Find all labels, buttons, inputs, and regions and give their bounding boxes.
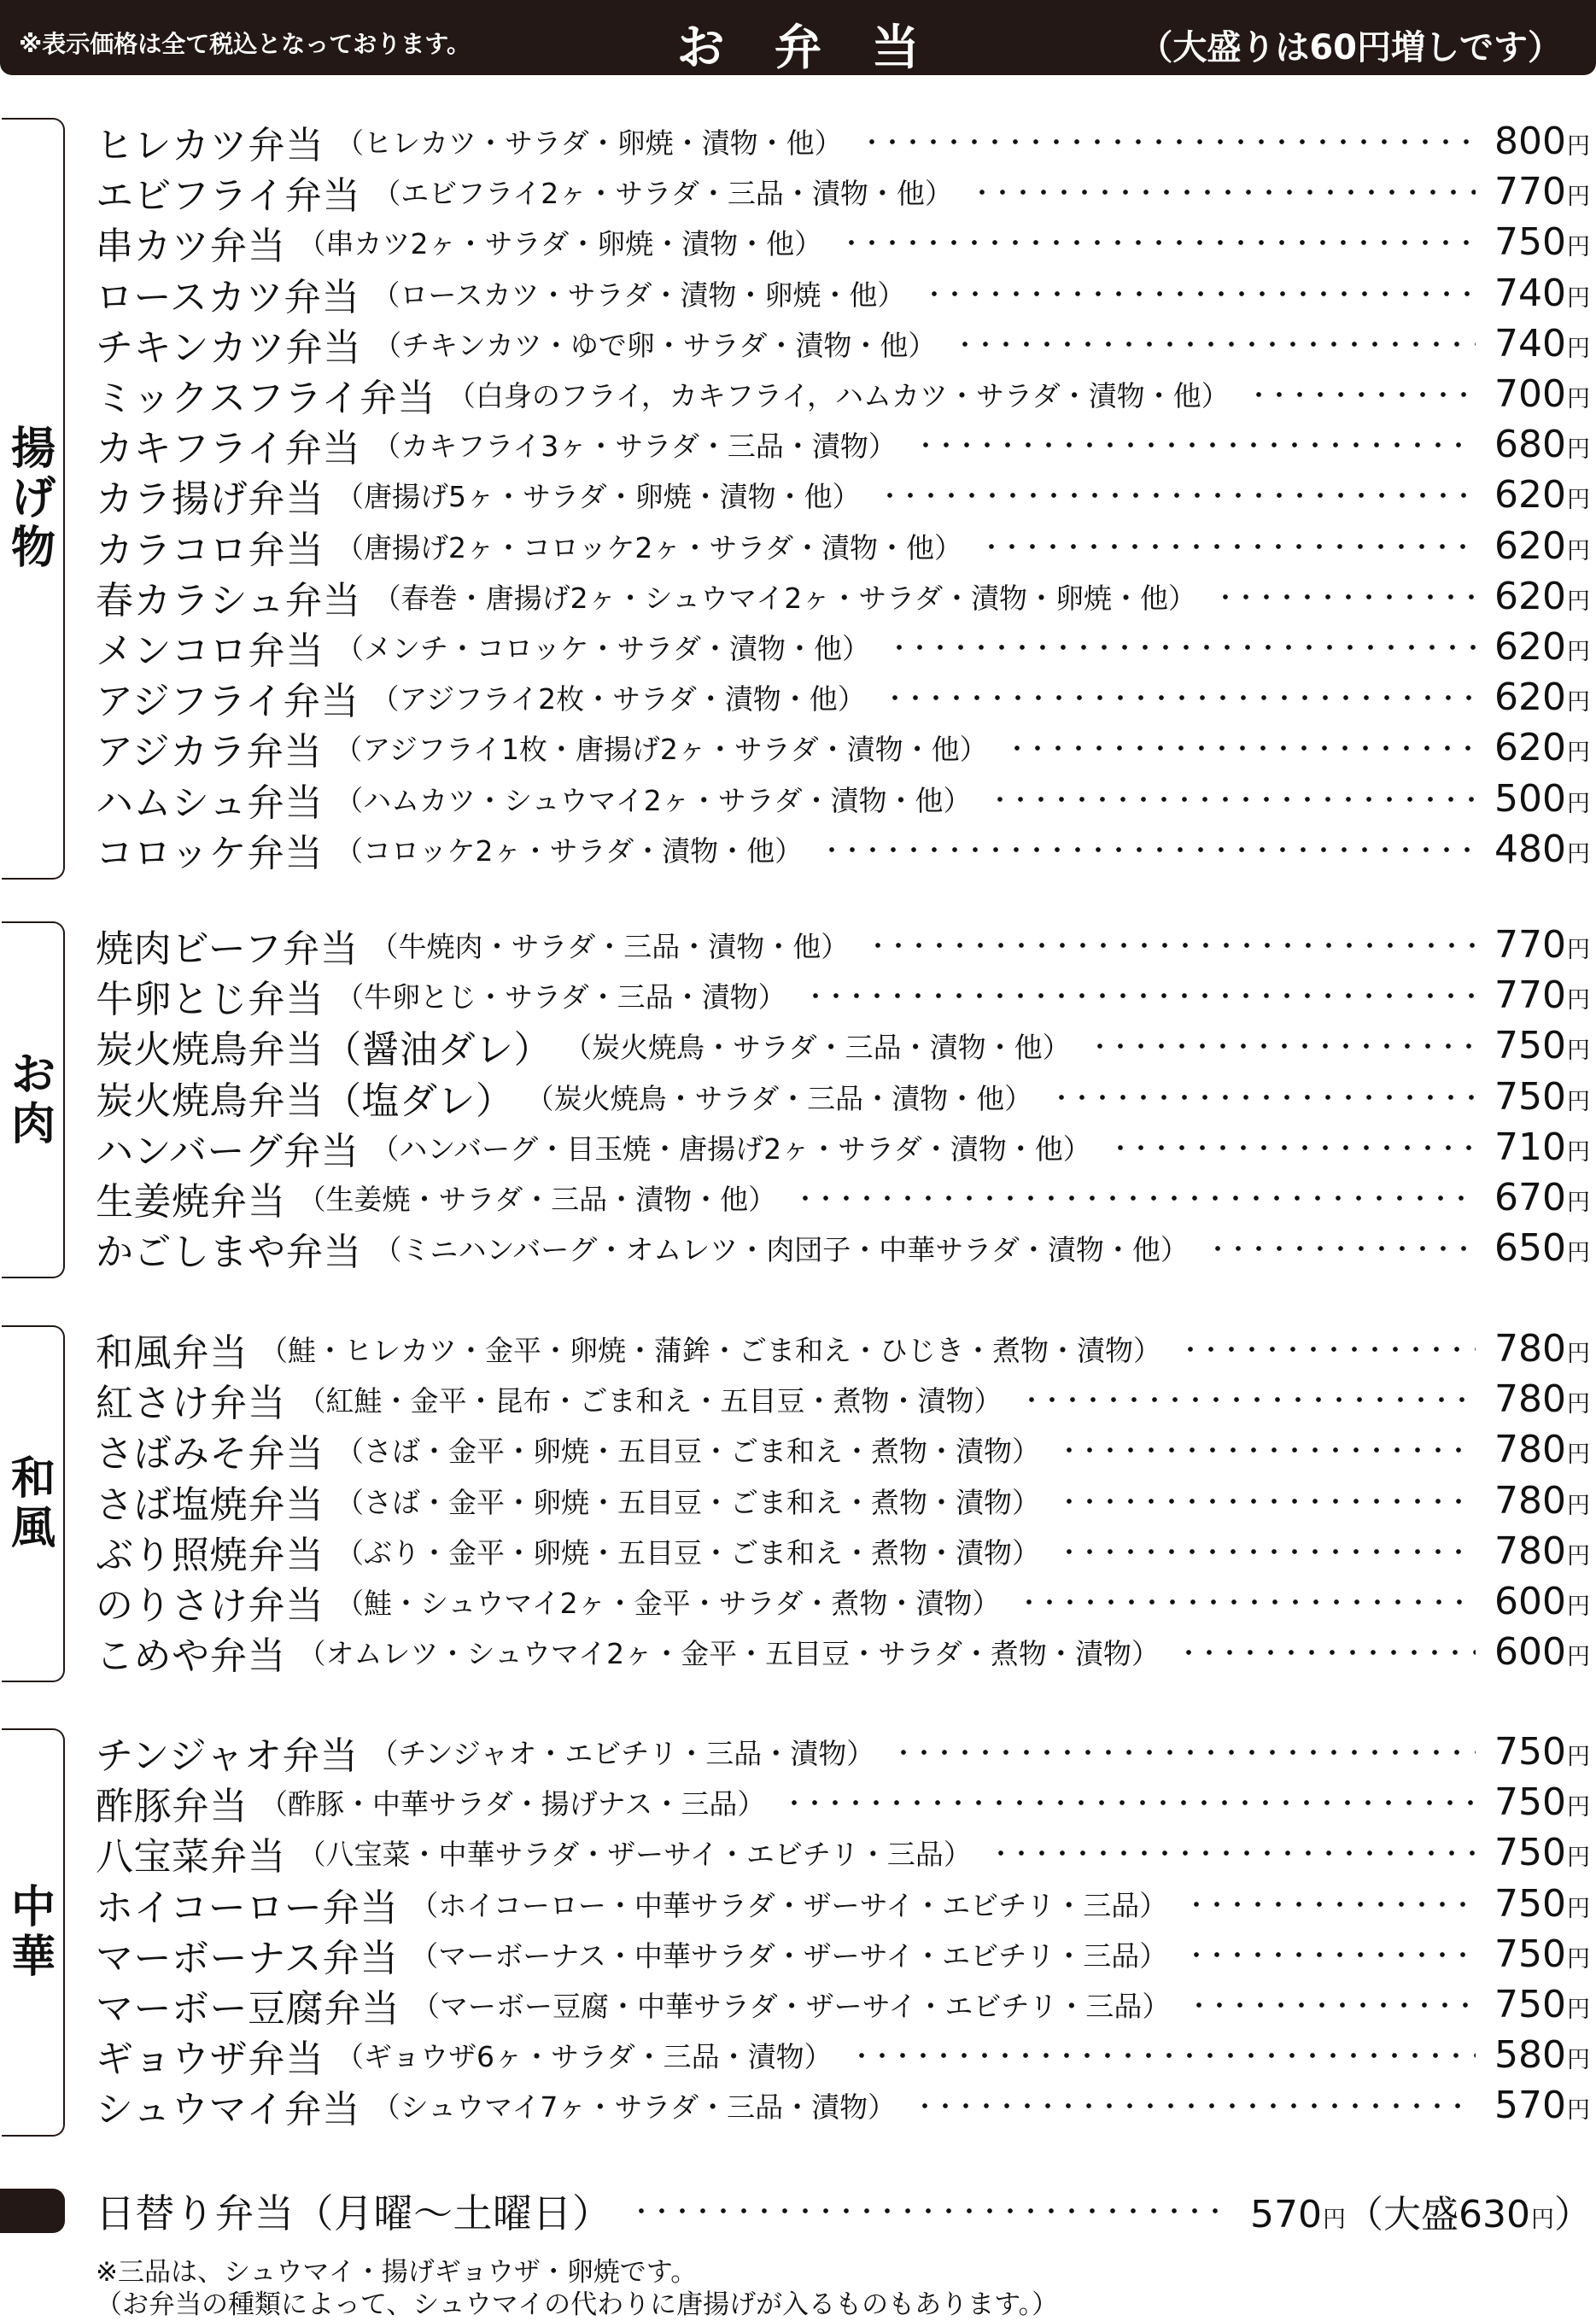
menu-item bbox=[96, 1476, 1590, 1526]
item-name: ロースカツ弁当 bbox=[96, 275, 360, 319]
item-price-unit: 円 bbox=[1567, 841, 1590, 868]
item-price bbox=[1494, 1630, 1590, 1674]
dot-leader bbox=[795, 1194, 1476, 1202]
dot-leader bbox=[885, 693, 1476, 702]
item-name: 紅さけ弁当 bbox=[96, 1381, 286, 1425]
menu-item bbox=[96, 1929, 1590, 1979]
item-price-unit: 円 bbox=[1567, 639, 1590, 665]
item-name: チンジャオ弁当 bbox=[96, 1733, 359, 1778]
item-price bbox=[1494, 1529, 1590, 1573]
dot-leader bbox=[1051, 1093, 1476, 1102]
item-price-value: 780 bbox=[1494, 1428, 1566, 1471]
item-price-value: 750 bbox=[1494, 1024, 1566, 1067]
daily-name: 日替り弁当（月曜〜土曜日） bbox=[96, 2189, 612, 2236]
dot-leader bbox=[1215, 593, 1476, 601]
category-label bbox=[2, 1050, 65, 1149]
daily-large-close: ） bbox=[1554, 2192, 1592, 2236]
item-price-unit: 円 bbox=[1567, 538, 1590, 564]
category-char: お bbox=[10, 1049, 56, 1101]
item-description: （アジフライ1枚・唐揚げ2ヶ・サラダ・漬物・他） bbox=[334, 733, 988, 766]
item-price-value: 770 bbox=[1494, 923, 1566, 967]
item-price bbox=[1494, 973, 1590, 1017]
daily-large-price: 630 bbox=[1459, 2192, 1530, 2236]
item-price-value: 600 bbox=[1494, 1630, 1566, 1674]
item-price-value: 770 bbox=[1494, 973, 1566, 1017]
dot-leader bbox=[1019, 1598, 1476, 1606]
menu-item bbox=[96, 920, 1590, 970]
menu-item bbox=[96, 970, 1590, 1020]
item-description: （アジフライ2枚・サラダ・漬物・他） bbox=[371, 682, 866, 716]
menu-item bbox=[96, 774, 1590, 824]
item-price-unit: 円 bbox=[1567, 234, 1590, 260]
dot-leader bbox=[893, 1748, 1476, 1757]
dot-leader bbox=[972, 188, 1476, 196]
item-price bbox=[1494, 1882, 1590, 1926]
item-description: （チンジャオ・エビチリ・三品・漬物） bbox=[370, 1737, 875, 1770]
item-price-value: 800 bbox=[1494, 120, 1566, 163]
footnote-line: ※三品は、シュウマイ・揚げギョウザ・卵焼です。 bbox=[96, 2257, 698, 2288]
item-price-value: 620 bbox=[1494, 524, 1566, 568]
dot-leader bbox=[821, 845, 1476, 854]
item-price-unit: 円 bbox=[1567, 937, 1590, 963]
dot-leader bbox=[915, 2102, 1476, 2110]
item-price bbox=[1494, 220, 1590, 264]
item-price-unit: 円 bbox=[1567, 336, 1590, 362]
item-description: （唐揚げ2ヶ・コロッケ2ヶ・サラダ・漬物・他） bbox=[336, 531, 963, 564]
item-price-unit: 円 bbox=[1567, 1441, 1590, 1468]
item-description: （シュウマイ7ヶ・サラダ・三品・漬物） bbox=[371, 2090, 897, 2124]
daily-large-open: （大盛 bbox=[1346, 2192, 1459, 2236]
menu-item bbox=[96, 672, 1590, 722]
dot-leader bbox=[1007, 744, 1476, 752]
item-name: アジカラ弁当 bbox=[96, 729, 323, 774]
item-price bbox=[1494, 777, 1590, 821]
menu-item bbox=[96, 824, 1590, 874]
item-name: マーボー豆腐弁当 bbox=[96, 1986, 400, 2031]
item-price bbox=[1494, 1932, 1590, 1976]
menu-item bbox=[96, 268, 1590, 319]
item-price bbox=[1494, 1075, 1590, 1119]
item-price-value: 740 bbox=[1494, 322, 1566, 365]
item-price-unit: 円 bbox=[1567, 133, 1590, 160]
category-label bbox=[2, 1883, 65, 1982]
item-price bbox=[1494, 625, 1590, 669]
item-price-value: 710 bbox=[1494, 1125, 1566, 1169]
item-price bbox=[1494, 575, 1590, 618]
item-description: （紅鮭・金平・昆布・ごま和え・五目豆・煮物・漬物） bbox=[297, 1384, 1003, 1418]
item-price bbox=[1494, 170, 1590, 213]
item-name: ハムシュ弁当 bbox=[96, 780, 324, 825]
item-price bbox=[1494, 1125, 1590, 1169]
menu-item bbox=[96, 1172, 1590, 1223]
item-price-unit: 円 bbox=[1567, 1341, 1590, 1367]
category-label bbox=[2, 424, 65, 573]
dot-leader bbox=[955, 340, 1476, 348]
item-price bbox=[1494, 1580, 1590, 1623]
item-description: （メンチ・コロッケ・サラダ・漬物・他） bbox=[336, 632, 871, 665]
item-price bbox=[1494, 1428, 1590, 1471]
item-description: （ぶり・金平・卵焼・五目豆・ごま和え・煮物・漬物） bbox=[336, 1536, 1040, 1570]
item-name: ハンバーグ弁当 bbox=[96, 1129, 360, 1173]
item-description: （白身のフライ，カキフライ，ハムカツ・サラダ・漬物・他） bbox=[447, 379, 1230, 412]
item-name: ミックスフライ弁当 bbox=[96, 376, 436, 420]
item-name: 酢豚弁当 bbox=[96, 1784, 248, 1828]
dot-leader bbox=[868, 941, 1476, 950]
item-name: エビフライ弁当 bbox=[96, 173, 361, 218]
dot-leader bbox=[889, 643, 1476, 652]
item-price-unit: 円 bbox=[1567, 1896, 1590, 1922]
item-description: （ミニハンバーグ・オムレツ・肉団子・中華サラダ・漬物・他） bbox=[373, 1233, 1189, 1266]
menu-item bbox=[96, 2080, 1590, 2131]
item-name: カキフライ弁当 bbox=[96, 426, 361, 471]
item-price-value: 750 bbox=[1494, 1882, 1566, 1926]
category-label bbox=[2, 1454, 65, 1553]
item-price bbox=[1494, 473, 1590, 517]
item-description: （ハンバーグ・目玉焼・唐揚げ2ヶ・サラダ・漬物・他） bbox=[371, 1132, 1091, 1166]
item-price-unit: 円 bbox=[1567, 1845, 1590, 1871]
item-name: カラコロ弁当 bbox=[96, 528, 324, 572]
item-description: （春巻・唐揚げ2ヶ・シュウマイ2ヶ・サラダ・漬物・卵焼・他） bbox=[372, 582, 1196, 615]
menu-item bbox=[96, 369, 1590, 419]
footnotes bbox=[96, 2256, 1058, 2321]
item-price-unit: 円 bbox=[1567, 386, 1590, 412]
dot-leader bbox=[631, 2207, 1232, 2215]
menu-item bbox=[96, 1979, 1590, 2030]
item-price-value: 670 bbox=[1494, 1176, 1566, 1219]
dot-leader bbox=[1110, 1143, 1476, 1152]
item-name: シュウマイ弁当 bbox=[96, 2087, 360, 2131]
item-price bbox=[1494, 524, 1590, 568]
item-name: アジフライ弁当 bbox=[96, 679, 360, 723]
item-name: かごしまや弁当 bbox=[96, 1230, 362, 1274]
daily-price-value: 570 bbox=[1250, 2192, 1323, 2236]
menu-item bbox=[96, 167, 1590, 217]
item-name: ホイコーロー弁当 bbox=[96, 1885, 399, 1930]
item-price-unit: 円 bbox=[1567, 1543, 1590, 1570]
dot-leader bbox=[981, 542, 1476, 551]
dot-leader bbox=[1248, 390, 1476, 399]
category-char: 肉 bbox=[10, 1099, 56, 1150]
dot-leader bbox=[1090, 1042, 1476, 1050]
menu-item bbox=[96, 1777, 1590, 1827]
menu-item bbox=[96, 1424, 1590, 1475]
item-price-value: 750 bbox=[1494, 1831, 1566, 1874]
menu-item bbox=[96, 1374, 1590, 1424]
category-char: 風 bbox=[10, 1503, 56, 1554]
menu-item bbox=[96, 1526, 1590, 1576]
item-price-unit: 円 bbox=[1567, 285, 1590, 312]
item-price bbox=[1494, 1327, 1590, 1371]
category-char: げ bbox=[10, 473, 56, 524]
item-description: （牛焼肉・サラダ・三品・漬物・他） bbox=[370, 930, 850, 963]
daily-row bbox=[96, 2185, 1592, 2236]
item-name: ヒレカツ弁当 bbox=[96, 123, 324, 167]
item-price-unit: 円 bbox=[1567, 436, 1590, 463]
menu-item bbox=[96, 722, 1590, 773]
item-description: （オムレツ・シュウマイ2ヶ・金平・五目豆・サラダ・煮物・漬物） bbox=[297, 1637, 1160, 1670]
item-description: （生姜焼・サラダ・三品・漬物・他） bbox=[297, 1183, 777, 1216]
dot-leader bbox=[841, 238, 1476, 247]
item-name: のりさけ弁当 bbox=[96, 1583, 324, 1628]
item-price bbox=[1494, 923, 1590, 967]
item-name: 和風弁当 bbox=[96, 1330, 248, 1375]
item-description: （ハムカツ・シュウマイ2ヶ・サラダ・漬物・他） bbox=[335, 784, 972, 817]
item-description: （さば・金平・卵焼・五目豆・ごま和え・煮物・漬物） bbox=[336, 1435, 1040, 1468]
item-description: （酢豚・中華サラダ・揚げナス・三品） bbox=[260, 1787, 766, 1821]
dot-leader bbox=[851, 2051, 1476, 2060]
item-description: （さば・金平・卵焼・五目豆・ごま和え・煮物・漬物） bbox=[336, 1486, 1040, 1519]
footnote-line: （お弁当の種類によって、シュウマイの代わりに唐揚げが入るものもあります。） bbox=[96, 2289, 1059, 2320]
menu-item bbox=[96, 1827, 1590, 1878]
item-price-unit: 円 bbox=[1567, 791, 1590, 817]
item-price-value: 620 bbox=[1494, 575, 1566, 618]
menu-item bbox=[96, 217, 1590, 267]
daily-price bbox=[1250, 2184, 1592, 2238]
item-price-value: 780 bbox=[1494, 1377, 1566, 1421]
item-price-unit: 円 bbox=[1567, 987, 1590, 1014]
item-description: （唐揚げ5ヶ・サラダ・卵焼・漬物・他） bbox=[336, 480, 861, 513]
item-price bbox=[1494, 1176, 1590, 1219]
dot-leader bbox=[1186, 1950, 1476, 1959]
item-description: （八宝菜・中華サラダ・ザーサイ・エビチリ・三品） bbox=[297, 1838, 972, 1871]
dot-leader bbox=[784, 1798, 1476, 1807]
dot-leader bbox=[915, 441, 1476, 449]
item-name: チキンカツ弁当 bbox=[96, 325, 362, 370]
menu-item bbox=[96, 1324, 1590, 1374]
dot-leader bbox=[1178, 1648, 1476, 1657]
item-price-value: 620 bbox=[1494, 726, 1566, 769]
item-price-value: 750 bbox=[1494, 1780, 1566, 1824]
item-name: 串カツ弁当 bbox=[96, 224, 286, 268]
item-price-unit: 円 bbox=[1567, 1644, 1590, 1670]
item-price bbox=[1494, 827, 1590, 871]
dot-leader bbox=[1186, 1900, 1476, 1909]
item-price-unit: 円 bbox=[1567, 184, 1590, 210]
tax-note: ※表示価格は全て税込となっております。 bbox=[19, 30, 471, 58]
dot-leader bbox=[1021, 1395, 1476, 1404]
item-name: 炭火焼鳥弁当（醤油ダレ） bbox=[96, 1027, 552, 1072]
item-price-unit: 円 bbox=[1567, 1794, 1590, 1821]
item-price-value: 620 bbox=[1494, 473, 1566, 517]
menu-item bbox=[96, 419, 1590, 470]
menu-item bbox=[96, 521, 1590, 571]
item-price-unit: 円 bbox=[1567, 1038, 1590, 1064]
menu-item bbox=[96, 1223, 1590, 1273]
menu-item bbox=[96, 470, 1590, 520]
item-price-value: 620 bbox=[1494, 625, 1566, 669]
item-price-unit: 円 bbox=[1567, 588, 1590, 615]
item-price-unit: 円 bbox=[1567, 1089, 1590, 1115]
dot-leader bbox=[990, 795, 1476, 804]
menu-item bbox=[96, 1020, 1590, 1071]
item-price-unit: 円 bbox=[1567, 1190, 1590, 1216]
dot-leader bbox=[991, 1849, 1476, 1857]
item-description: （ヒレカツ・サラダ・卵焼・漬物・他） bbox=[336, 126, 843, 160]
item-price-value: 480 bbox=[1494, 827, 1566, 871]
item-name: さば塩焼弁当 bbox=[96, 1482, 324, 1527]
item-price-value: 650 bbox=[1494, 1226, 1566, 1270]
item-price-value: 780 bbox=[1494, 1479, 1566, 1523]
category-char: 中 bbox=[10, 1882, 56, 1933]
item-price-value: 620 bbox=[1494, 675, 1566, 719]
category-char: 和 bbox=[10, 1453, 56, 1505]
item-price-value: 700 bbox=[1494, 372, 1566, 416]
item-price-value: 780 bbox=[1494, 1529, 1566, 1573]
menu-item bbox=[96, 1879, 1590, 1929]
item-price-unit: 円 bbox=[1567, 1997, 1590, 2023]
item-price bbox=[1494, 2033, 1590, 2077]
item-price-unit: 円 bbox=[1567, 740, 1590, 766]
item-name: メンコロ弁当 bbox=[96, 628, 324, 673]
item-price bbox=[1494, 322, 1590, 365]
item-price-unit: 円 bbox=[1567, 1139, 1590, 1166]
item-description: （炭火焼鳥・サラダ・三品・漬物・他） bbox=[525, 1082, 1033, 1115]
dot-leader bbox=[924, 289, 1476, 298]
dot-leader bbox=[1207, 1244, 1476, 1253]
item-price-unit: 円 bbox=[1567, 689, 1590, 716]
category-char: 揚 bbox=[10, 424, 56, 475]
item-description: （ロースカツ・サラダ・漬物・卵焼・他） bbox=[371, 278, 906, 312]
item-price-value: 780 bbox=[1494, 1327, 1566, 1371]
menu-item bbox=[96, 319, 1590, 369]
item-price bbox=[1494, 423, 1590, 466]
item-description: （カキフライ3ヶ・サラダ・三品・漬物） bbox=[372, 430, 897, 463]
dot-leader bbox=[805, 991, 1476, 1000]
item-description: （エビフライ2ヶ・サラダ・三品・漬物・他） bbox=[372, 177, 953, 210]
dot-leader bbox=[1180, 1345, 1476, 1353]
item-price bbox=[1494, 272, 1590, 315]
daily-large-unit: 円 bbox=[1531, 2206, 1554, 2233]
dot-leader bbox=[1059, 1446, 1476, 1454]
page-title: お弁当 bbox=[676, 20, 969, 76]
item-price-unit: 円 bbox=[1567, 2097, 1590, 2124]
category-char: 物 bbox=[10, 523, 56, 574]
item-price-value: 750 bbox=[1494, 1075, 1566, 1119]
dot-leader bbox=[862, 137, 1476, 146]
item-name: ぶり照焼弁当 bbox=[96, 1533, 324, 1577]
item-price bbox=[1494, 1479, 1590, 1523]
item-price-value: 500 bbox=[1494, 777, 1566, 821]
daily-badge bbox=[0, 2189, 65, 2233]
item-name: 八宝菜弁当 bbox=[96, 1834, 286, 1879]
item-description: （牛卵とじ・サラダ・三品・漬物） bbox=[336, 980, 786, 1014]
item-price-value: 750 bbox=[1494, 220, 1566, 264]
item-price bbox=[1494, 1377, 1590, 1421]
dot-leader bbox=[1189, 2001, 1476, 2009]
item-name: コロッケ弁当 bbox=[96, 831, 324, 875]
item-price-unit: 円 bbox=[1567, 1391, 1590, 1418]
menu-item bbox=[96, 2030, 1590, 2080]
item-price bbox=[1494, 1024, 1590, 1067]
menu-item bbox=[96, 622, 1590, 672]
item-price bbox=[1494, 120, 1590, 163]
menu-item bbox=[96, 1576, 1590, 1627]
item-description: （鮭・ヒレカツ・金平・卵焼・蒲鉾・ごま和え・ひじき・煮物・漬物） bbox=[260, 1334, 1161, 1367]
item-description: （チキンカツ・ゆで卵・サラダ・漬物・他） bbox=[373, 329, 937, 362]
item-name: カラ揚げ弁当 bbox=[96, 476, 324, 521]
item-name: ギョウザ弁当 bbox=[96, 2037, 324, 2081]
item-price-value: 570 bbox=[1494, 2084, 1566, 2127]
item-price-unit: 円 bbox=[1567, 1593, 1590, 1620]
item-price-value: 580 bbox=[1494, 2033, 1566, 2077]
dot-leader bbox=[880, 491, 1476, 500]
item-description: （ギョウザ6ヶ・サラダ・三品・漬物） bbox=[336, 2040, 833, 2073]
item-price-value: 750 bbox=[1494, 1932, 1566, 1976]
menu-item bbox=[96, 1072, 1590, 1122]
dot-leader bbox=[1059, 1497, 1476, 1505]
item-price-value: 750 bbox=[1494, 1730, 1566, 1774]
item-price-unit: 円 bbox=[1567, 1946, 1590, 1973]
item-price bbox=[1494, 1983, 1590, 2026]
large-portion-note: （大盛りは60円増しです） bbox=[1138, 28, 1562, 67]
item-description: （串カツ2ヶ・サラダ・卵焼・漬物・他） bbox=[297, 227, 823, 260]
item-price bbox=[1494, 2084, 1590, 2127]
item-description: （鮭・シュウマイ2ヶ・金平・サラダ・煮物・漬物） bbox=[336, 1587, 1001, 1620]
category-char: 華 bbox=[10, 1932, 56, 1983]
item-price-unit: 円 bbox=[1567, 1240, 1590, 1266]
item-price-value: 600 bbox=[1494, 1580, 1566, 1623]
item-price-unit: 円 bbox=[1567, 1493, 1590, 1519]
menu-item bbox=[96, 1727, 1590, 1777]
item-description: （炭火焼鳥・サラダ・三品・漬物・他） bbox=[564, 1031, 1071, 1064]
dot-leader bbox=[1059, 1547, 1476, 1556]
item-price-value: 740 bbox=[1494, 272, 1566, 315]
menu-item bbox=[96, 1627, 1590, 1677]
item-description: （コロッケ2ヶ・サラダ・漬物・他） bbox=[335, 834, 804, 868]
item-price bbox=[1494, 1226, 1590, 1270]
item-price-value: 770 bbox=[1494, 170, 1566, 213]
item-price bbox=[1494, 372, 1590, 416]
header-bar bbox=[0, 0, 1596, 75]
daily-price-unit: 円 bbox=[1323, 2206, 1347, 2233]
menu-item bbox=[96, 571, 1590, 622]
item-name: さばみそ弁当 bbox=[96, 1431, 324, 1476]
item-name: 生姜焼弁当 bbox=[96, 1179, 286, 1224]
item-price-unit: 円 bbox=[1567, 487, 1590, 513]
item-price bbox=[1494, 1730, 1590, 1774]
item-name: 焼肉ビーフ弁当 bbox=[96, 927, 359, 971]
item-price bbox=[1494, 726, 1590, 769]
item-price-value: 750 bbox=[1494, 1983, 1566, 2026]
item-name: マーボーナス弁当 bbox=[96, 1936, 399, 1980]
menu-item bbox=[96, 116, 1590, 167]
item-name: 牛卵とじ弁当 bbox=[96, 977, 324, 1021]
item-name: 春カラシュ弁当 bbox=[96, 578, 361, 623]
item-name: こめや弁当 bbox=[96, 1634, 286, 1678]
item-name: 炭火焼鳥弁当（塩ダレ） bbox=[96, 1079, 514, 1123]
item-price-value: 680 bbox=[1494, 423, 1566, 466]
item-price bbox=[1494, 675, 1590, 719]
daily-special bbox=[0, 2182, 1596, 2242]
item-description: （ホイコーロー・中華サラダ・ザーサイ・エビチリ・三品） bbox=[410, 1889, 1168, 1922]
item-price-unit: 円 bbox=[1567, 1744, 1590, 1770]
item-price bbox=[1494, 1780, 1590, 1824]
item-price-unit: 円 bbox=[1567, 2047, 1590, 2073]
menu-item bbox=[96, 1122, 1590, 1172]
item-description: （マーボーナス・中華サラダ・ザーサイ・エビチリ・三品） bbox=[410, 1939, 1168, 1973]
item-price bbox=[1494, 1831, 1590, 1874]
item-description: （マーボー豆腐・中華サラダ・ザーサイ・エビチリ・三品） bbox=[412, 1990, 1171, 2023]
